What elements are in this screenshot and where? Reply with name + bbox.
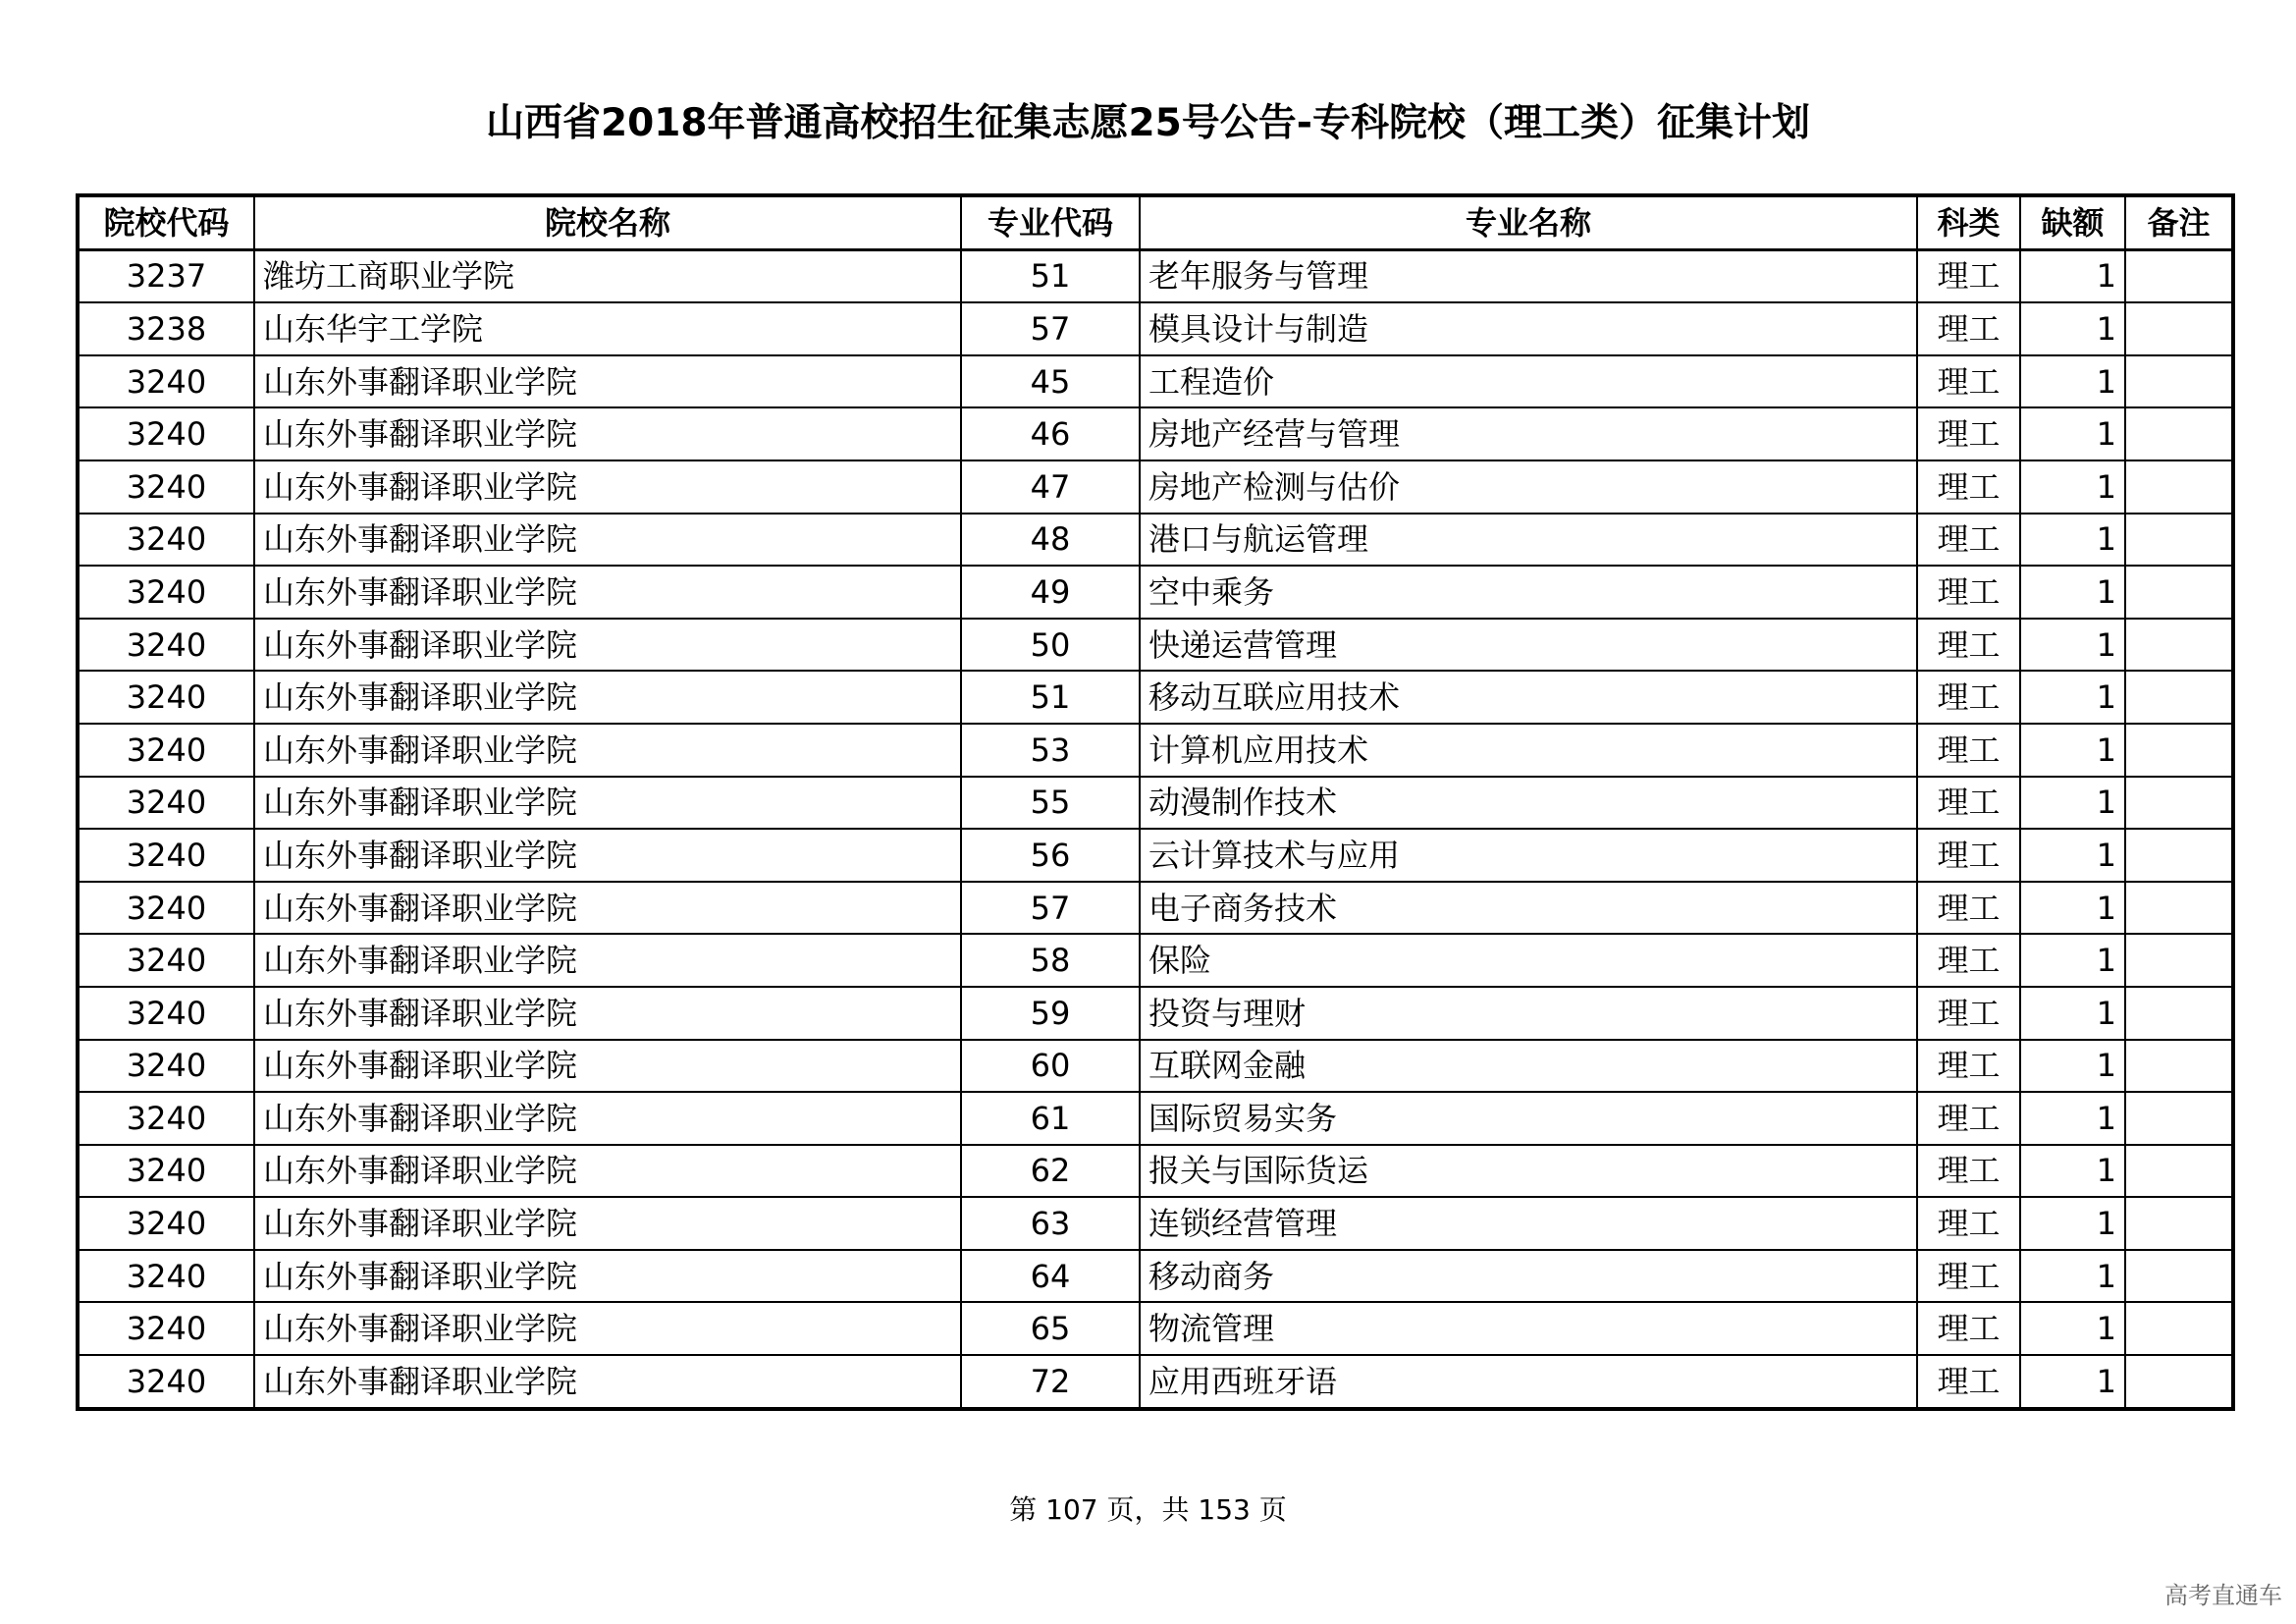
cell-school-code: 3240 [78, 1250, 254, 1303]
cell-vacancy: 1 [2020, 302, 2125, 355]
cell-school-name: 山东外事翻译职业学院 [254, 724, 961, 777]
cell-note [2125, 987, 2233, 1040]
cell-note [2125, 1040, 2233, 1093]
cell-vacancy: 1 [2020, 1092, 2125, 1145]
cell-major-code: 49 [961, 566, 1140, 619]
cell-note [2125, 777, 2233, 830]
cell-note [2125, 829, 2233, 882]
table-row [78, 1355, 2233, 1409]
cell-school-name: 山东外事翻译职业学院 [254, 1092, 961, 1145]
cell-school-code: 3240 [78, 1145, 254, 1198]
cell-school-name: 山东华宇工学院 [254, 302, 961, 355]
cell-category: 理工 [1917, 934, 2020, 987]
cell-major-name: 动漫制作技术 [1140, 777, 1917, 830]
cell-category: 理工 [1917, 1092, 2020, 1145]
table-row [78, 934, 2233, 987]
cell-major-name: 移动互联应用技术 [1140, 671, 1917, 724]
cell-school-code: 3240 [78, 1355, 254, 1409]
cell-category: 理工 [1917, 777, 2020, 830]
cell-school-name: 山东外事翻译职业学院 [254, 829, 961, 882]
cell-school-name: 山东外事翻译职业学院 [254, 1197, 961, 1250]
cell-major-code: 53 [961, 724, 1140, 777]
header-note: 备注 [2125, 195, 2233, 249]
cell-note [2125, 249, 2233, 302]
cell-major-name: 房地产经营与管理 [1140, 407, 1917, 460]
cell-note [2125, 934, 2233, 987]
cell-note [2125, 724, 2233, 777]
cell-major-code: 51 [961, 671, 1140, 724]
table-header-row [78, 195, 2233, 249]
cell-note [2125, 514, 2233, 567]
cell-note [2125, 355, 2233, 408]
cell-major-name: 投资与理财 [1140, 987, 1917, 1040]
cell-major-code: 46 [961, 407, 1140, 460]
cell-school-code: 3240 [78, 829, 254, 882]
cell-category: 理工 [1917, 724, 2020, 777]
cell-major-code: 45 [961, 355, 1140, 408]
cell-major-code: 63 [961, 1197, 1140, 1250]
table-row [78, 671, 2233, 724]
table-row [78, 1197, 2233, 1250]
cell-vacancy: 1 [2020, 566, 2125, 619]
cell-vacancy: 1 [2020, 1355, 2125, 1409]
cell-vacancy: 1 [2020, 1250, 2125, 1303]
cell-major-name: 物流管理 [1140, 1302, 1917, 1355]
cell-major-name: 云计算技术与应用 [1140, 829, 1917, 882]
cell-category: 理工 [1917, 829, 2020, 882]
header-vacancy: 缺额 [2020, 195, 2125, 249]
cell-note [2125, 671, 2233, 724]
cell-school-code: 3240 [78, 777, 254, 830]
table-row [78, 882, 2233, 935]
cell-vacancy: 1 [2020, 407, 2125, 460]
cell-note [2125, 302, 2233, 355]
cell-major-code: 57 [961, 882, 1140, 935]
cell-vacancy: 1 [2020, 1145, 2125, 1198]
cell-note [2125, 1355, 2233, 1409]
cell-school-name: 山东外事翻译职业学院 [254, 1302, 961, 1355]
cell-major-name: 报关与国际货运 [1140, 1145, 1917, 1198]
cell-school-name: 山东外事翻译职业学院 [254, 460, 961, 514]
cell-note [2125, 882, 2233, 935]
cell-major-code: 65 [961, 1302, 1140, 1355]
cell-major-code: 61 [961, 1092, 1140, 1145]
cell-school-code: 3240 [78, 724, 254, 777]
cell-school-name: 山东外事翻译职业学院 [254, 882, 961, 935]
cell-category: 理工 [1917, 355, 2020, 408]
table-row [78, 355, 2233, 408]
table-row [78, 1040, 2233, 1093]
cell-category: 理工 [1917, 1302, 2020, 1355]
cell-major-name: 快递运营管理 [1140, 619, 1917, 672]
cell-category: 理工 [1917, 514, 2020, 567]
cell-category: 理工 [1917, 460, 2020, 514]
table-row [78, 566, 2233, 619]
cell-school-name: 山东外事翻译职业学院 [254, 1040, 961, 1093]
cell-category: 理工 [1917, 566, 2020, 619]
cell-major-name: 互联网金融 [1140, 1040, 1917, 1093]
cell-vacancy: 1 [2020, 1197, 2125, 1250]
cell-category: 理工 [1917, 619, 2020, 672]
cell-major-code: 57 [961, 302, 1140, 355]
cell-category: 理工 [1917, 407, 2020, 460]
cell-major-code: 64 [961, 1250, 1140, 1303]
cell-category: 理工 [1917, 987, 2020, 1040]
cell-school-code: 3240 [78, 1302, 254, 1355]
cell-major-name: 连锁经营管理 [1140, 1197, 1917, 1250]
table-row [78, 407, 2233, 460]
cell-vacancy: 1 [2020, 1302, 2125, 1355]
cell-note [2125, 1092, 2233, 1145]
cell-school-name: 潍坊工商职业学院 [254, 249, 961, 302]
cell-vacancy: 1 [2020, 882, 2125, 935]
table-body [78, 249, 2233, 1409]
table-row [78, 1092, 2233, 1145]
cell-major-name: 房地产检测与估价 [1140, 460, 1917, 514]
cell-school-code: 3240 [78, 934, 254, 987]
cell-school-code: 3240 [78, 1197, 254, 1250]
cell-school-code: 3240 [78, 1092, 254, 1145]
cell-major-code: 56 [961, 829, 1140, 882]
cell-school-name: 山东外事翻译职业学院 [254, 934, 961, 987]
cell-school-code: 3237 [78, 249, 254, 302]
table-row [78, 1145, 2233, 1198]
cell-school-code: 3238 [78, 302, 254, 355]
cell-major-name: 模具设计与制造 [1140, 302, 1917, 355]
cell-category: 理工 [1917, 249, 2020, 302]
cell-vacancy: 1 [2020, 249, 2125, 302]
cell-school-code: 3240 [78, 619, 254, 672]
cell-school-name: 山东外事翻译职业学院 [254, 407, 961, 460]
cell-vacancy: 1 [2020, 355, 2125, 408]
table-row [78, 619, 2233, 672]
cell-category: 理工 [1917, 302, 2020, 355]
cell-vacancy: 1 [2020, 987, 2125, 1040]
cell-category: 理工 [1917, 1250, 2020, 1303]
table-row [78, 460, 2233, 514]
cell-major-code: 55 [961, 777, 1140, 830]
cell-note [2125, 1145, 2233, 1198]
cell-category: 理工 [1917, 1197, 2020, 1250]
cell-vacancy: 1 [2020, 619, 2125, 672]
cell-vacancy: 1 [2020, 1040, 2125, 1093]
table-row [78, 724, 2233, 777]
cell-school-code: 3240 [78, 566, 254, 619]
cell-major-code: 62 [961, 1145, 1140, 1198]
cell-major-code: 48 [961, 514, 1140, 567]
cell-vacancy: 1 [2020, 514, 2125, 567]
cell-note [2125, 460, 2233, 514]
cell-major-name: 港口与航运管理 [1140, 514, 1917, 567]
cell-major-code: 47 [961, 460, 1140, 514]
cell-major-name: 国际贸易实务 [1140, 1092, 1917, 1145]
cell-major-code: 50 [961, 619, 1140, 672]
cell-category: 理工 [1917, 671, 2020, 724]
cell-note [2125, 407, 2233, 460]
table-row [78, 987, 2233, 1040]
cell-vacancy: 1 [2020, 829, 2125, 882]
cell-major-name: 工程造价 [1140, 355, 1917, 408]
cell-major-name: 空中乘务 [1140, 566, 1917, 619]
page-footer: 第 107 页，共 153 页 [1009, 1493, 1287, 1526]
header-category: 科类 [1917, 195, 2020, 249]
cell-school-code: 3240 [78, 514, 254, 567]
cell-major-code: 72 [961, 1355, 1140, 1409]
cell-category: 理工 [1917, 1145, 2020, 1198]
cell-major-code: 60 [961, 1040, 1140, 1093]
cell-major-name: 电子商务技术 [1140, 882, 1917, 935]
header-school-name: 院校名称 [254, 195, 961, 249]
cell-vacancy: 1 [2020, 460, 2125, 514]
cell-major-name: 保险 [1140, 934, 1917, 987]
cell-school-name: 山东外事翻译职业学院 [254, 1145, 961, 1198]
header-school-code: 院校代码 [78, 195, 254, 249]
cell-school-name: 山东外事翻译职业学院 [254, 777, 961, 830]
cell-school-name: 山东外事翻译职业学院 [254, 619, 961, 672]
header-major-code: 专业代码 [961, 195, 1140, 249]
cell-category: 理工 [1917, 1040, 2020, 1093]
page-title: 山西省2018年普通高校招生征集志愿25号公告-专科院校（理工类）征集计划 [485, 101, 1810, 145]
header-major-name: 专业名称 [1140, 195, 1917, 249]
cell-vacancy: 1 [2020, 671, 2125, 724]
table-row [78, 302, 2233, 355]
cell-vacancy: 1 [2020, 724, 2125, 777]
table-row [78, 249, 2233, 302]
cell-major-code: 58 [961, 934, 1140, 987]
cell-school-name: 山东外事翻译职业学院 [254, 1355, 961, 1409]
cell-major-name: 老年服务与管理 [1140, 249, 1917, 302]
cell-note [2125, 1197, 2233, 1250]
cell-category: 理工 [1917, 882, 2020, 935]
table-row [78, 1302, 2233, 1355]
cell-school-name: 山东外事翻译职业学院 [254, 671, 961, 724]
table-row [78, 514, 2233, 567]
cell-major-code: 51 [961, 249, 1140, 302]
cell-school-code: 3240 [78, 355, 254, 408]
cell-school-name: 山东外事翻译职业学院 [254, 355, 961, 408]
cell-category: 理工 [1917, 1355, 2020, 1409]
cell-note [2125, 566, 2233, 619]
cell-major-name: 应用西班牙语 [1140, 1355, 1917, 1409]
cell-note [2125, 1302, 2233, 1355]
cell-vacancy: 1 [2020, 777, 2125, 830]
cell-school-code: 3240 [78, 407, 254, 460]
cell-school-name: 山东外事翻译职业学院 [254, 987, 961, 1040]
cell-school-code: 3240 [78, 1040, 254, 1093]
cell-major-code: 59 [961, 987, 1140, 1040]
watermark: 高考直通车 [2164, 1582, 2282, 1609]
cell-major-name: 移动商务 [1140, 1250, 1917, 1303]
enrollment-plan-table [76, 193, 2235, 1411]
cell-school-code: 3240 [78, 460, 254, 514]
cell-school-name: 山东外事翻译职业学院 [254, 566, 961, 619]
cell-school-code: 3240 [78, 671, 254, 724]
cell-vacancy: 1 [2020, 934, 2125, 987]
cell-note [2125, 619, 2233, 672]
cell-school-code: 3240 [78, 882, 254, 935]
table-row [78, 1250, 2233, 1303]
cell-school-code: 3240 [78, 987, 254, 1040]
cell-school-name: 山东外事翻译职业学院 [254, 1250, 961, 1303]
cell-school-name: 山东外事翻译职业学院 [254, 514, 961, 567]
cell-note [2125, 1250, 2233, 1303]
table-row [78, 829, 2233, 882]
cell-major-name: 计算机应用技术 [1140, 724, 1917, 777]
table-row [78, 777, 2233, 830]
